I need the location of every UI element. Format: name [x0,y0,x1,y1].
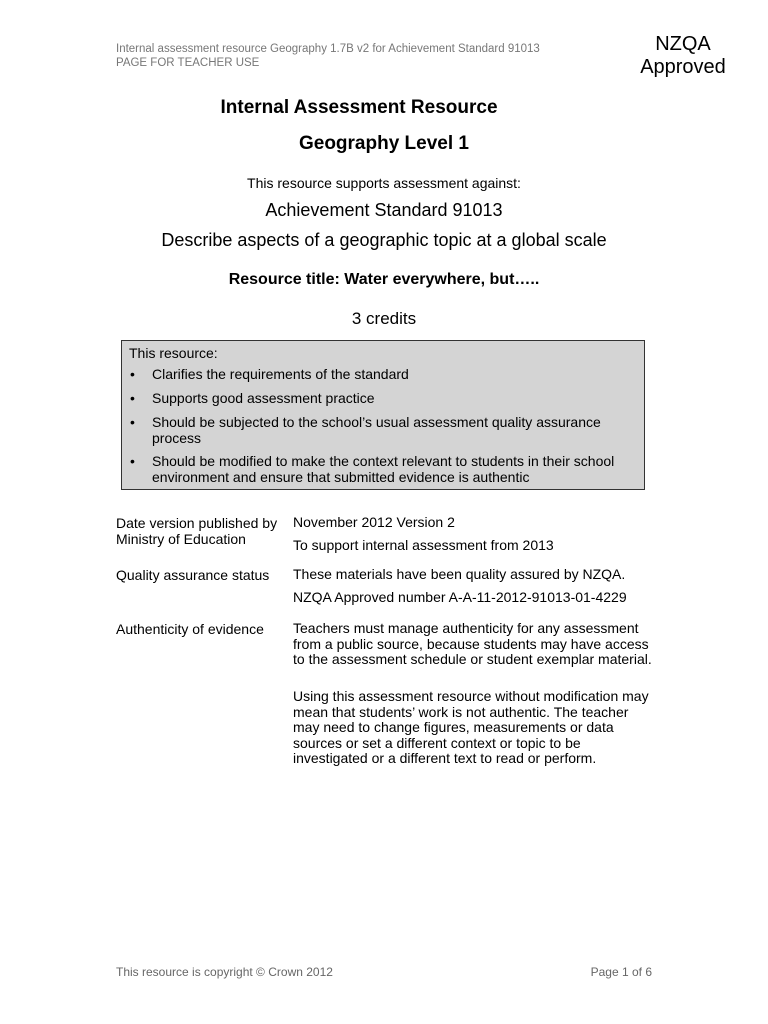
authenticity-value-2: Using this assessment resource without modification may mean that students’ work is not authentic. The teacher may need to change figures, measurements or data sources or set a different context or topic to be investigated or a different text to read or perform. [293,688,649,766]
bullet-icon: • [130,366,135,382]
date-label: Date version published by Ministry of Education [116,515,278,547]
document-title: Internal Assessment Resource [220,97,498,118]
header-standard-line: Internal assessment resource Geography 1.7B v2 for Achievement Standard 91013 [116,43,540,55]
qa-value-2: NZQA Approved number A-A-11-2012-91013-01-4229 [293,589,627,605]
qa-value: These materials have been quality assured by NZQA. [293,566,626,582]
header-audience-line: PAGE FOR TEACHER USE [116,57,260,69]
badge-line-1: NZQA [655,33,711,55]
resource-title: Resource title: Water everywhere, but….. [228,271,540,288]
resource-info-box [121,340,645,490]
standard-description: Describe aspects of a geographic topic at a global scale [161,230,607,250]
supports-text: This resource supports assessment against: [247,175,521,191]
box-item: Supports good assessment practice [152,390,375,406]
authenticity-label: Authenticity of evidence [116,621,264,637]
authenticity-value: Teachers must manage authenticity for any assessment from a public source, because students may have access to the assessment schedule or student exemplar material. [293,620,652,667]
date-value: November 2012 Version 2 [293,514,455,530]
page-number: Page 1 of 6 [590,965,652,979]
bullet-icon: • [130,414,135,430]
date-value-2: To support internal assessment from 2013 [293,537,554,553]
badge-line-2: Approved [640,56,726,78]
credits: 3 credits [351,309,417,328]
nzqa-approved-badge [628,33,738,79]
bullet-icon: • [130,390,135,406]
box-heading: This resource: [129,345,218,361]
document-header [116,42,540,70]
box-item: Should be modified to make the context relevant to students in their school environment and ensure that submitted evidence is authentic [152,453,615,485]
qa-label: Quality assurance status [116,567,270,583]
copyright-footer: This resource is copyright © Crown 2012 [116,965,333,979]
box-item: Should be subjected to the school’s usual assessment quality assurance process [152,414,601,446]
box-item: Clarifies the requirements of the standard [152,366,409,382]
standard-number: Achievement Standard 91013 [265,200,503,220]
bullet-icon: • [130,453,135,469]
subject-title: Geography Level 1 [298,133,469,154]
